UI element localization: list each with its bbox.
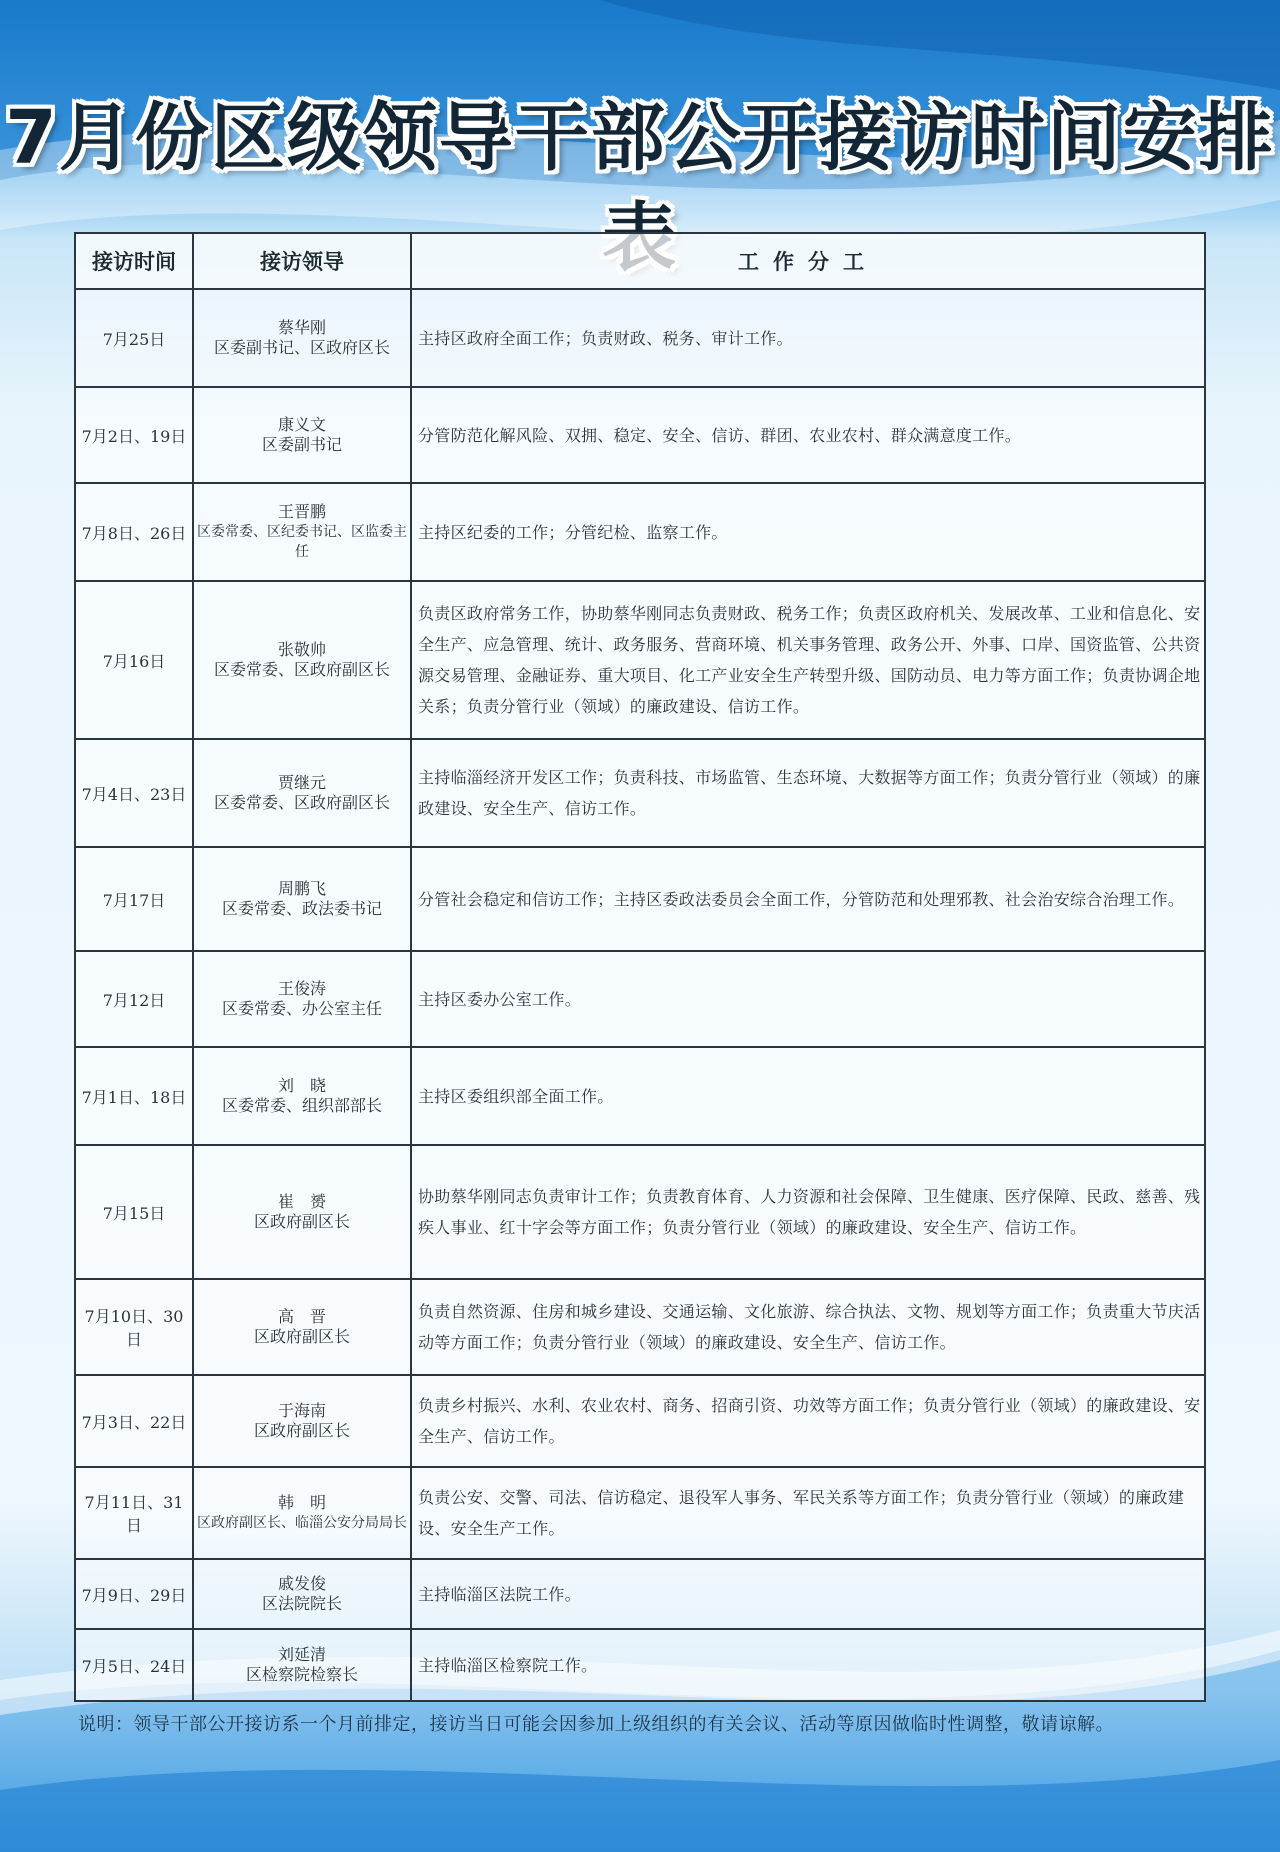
leader-cell [193,847,411,951]
table-row [75,1559,1205,1629]
leader-position: 区委副书记 [261,435,342,454]
work-duties: 分管防范化解风险、双拥、稳定、安全、信访、群团、农业农村、群众满意度工作。 [411,387,1205,483]
leader-position: 区委副书记、区政府区长 [213,338,390,357]
table-row [75,1279,1205,1375]
leader-position: 区委常委、组织部部长 [221,1096,382,1115]
work-duties: 负责乡村振兴、水利、农业农村、商务、招商引资、功效等方面工作；负责分管行业（领域）的廉政建设、安全生产、信访工作。 [411,1375,1205,1467]
header-date: 接访时间 [75,233,193,289]
leader-position: 区委常委、区纪委书记、区监委主任 [197,524,407,560]
table-row [75,739,1205,847]
leader-name: 张敬帅 [277,640,326,659]
leader-cell [193,1375,411,1467]
footnote: 说明：领导干部公开接访系一个月前排定，接访当日可能会因参加上级组织的有关会议、活动等原因做临时性调整，敬请谅解。 [78,1714,1114,1735]
visit-date: 7月10日、30日 [75,1279,193,1375]
visit-date: 7月25日 [75,289,193,387]
visit-date: 7月15日 [75,1145,193,1279]
leader-cell [193,739,411,847]
leader-name: 韩 明 [277,1493,326,1512]
leader-cell [193,1467,411,1559]
leader-cell [193,289,411,387]
work-duties: 主持临淄区检察院工作。 [411,1629,1205,1701]
table-row [75,289,1205,387]
leader-name: 刘 晓 [277,1076,326,1095]
work-duties: 主持区委办公室工作。 [411,951,1205,1047]
work-duties: 主持区纪委的工作；分管纪检、监察工作。 [411,483,1205,581]
page-title: 7月份区级领导干部公开接访时间安排 [5,95,1275,181]
table-row [75,483,1205,581]
leader-cell [193,387,411,483]
table-row [75,847,1205,951]
leader-cell [193,1279,411,1375]
leader-position: 区委常委、办公室主任 [221,999,382,1018]
visit-date: 7月17日 [75,847,193,951]
leader-position: 区政府副区长 [253,1421,350,1440]
leader-position: 区检察院检察长 [245,1665,358,1684]
work-duties: 分管社会稳定和信访工作；主持区委政法委员会全面工作，分管防范和处理邪教、社会治安综合治理工作。 [411,847,1205,951]
visit-date: 7月2日、19日 [75,387,193,483]
leader-name: 蔡华刚 [277,318,326,337]
leader-cell [193,1145,411,1279]
work-duties: 负责公安、交警、司法、信访稳定、退役军人事务、军民关系等方面工作；负责分管行业（领域）的廉政建设、安全生产工作。 [411,1467,1205,1559]
leader-position: 区委常委、政法委书记 [221,899,382,918]
leader-name: 贾继元 [277,773,326,792]
table-row [75,951,1205,1047]
leader-name: 于海南 [277,1401,326,1420]
visit-date: 7月4日、23日 [75,739,193,847]
header-leader: 接访领导 [193,233,411,289]
leader-name: 刘延清 [277,1645,326,1664]
table-row [75,1629,1205,1701]
leader-cell [193,483,411,581]
visit-date: 7月12日 [75,951,193,1047]
leader-cell [193,951,411,1047]
leader-cell [193,1629,411,1701]
leader-name: 高 晋 [277,1307,326,1326]
work-duties: 负责区政府常务工作，协助蔡华刚同志负责财政、税务工作；负责区政府机关、发展改革、工业和信息化、安全生产、应急管理、统计、政务服务、营商环境、机关事务管理、政务公开、外事、口岸、国资监管、公共资源交易管理、金融证券、重大项目、化工产业安全生产转型升级、国防动员、电力等方面工作；负责协调企地关系；负责分管行业（领域）的廉政建设、信访工作。 [411,581,1205,739]
leader-name: 王俊涛 [277,979,326,998]
leader-cell [193,581,411,739]
leader-position: 区政府副区长 [253,1212,350,1231]
leader-name: 王晋鹏 [277,502,326,521]
leader-position: 区法院院长 [261,1594,342,1613]
work-duties: 主持区委组织部全面工作。 [411,1047,1205,1145]
visit-date: 7月16日 [75,581,193,739]
table-row [75,581,1205,739]
leader-position: 区政府副区长 [253,1327,350,1346]
table-row [75,1145,1205,1279]
visit-date: 7月5日、24日 [75,1629,193,1701]
table-header-row [75,233,1205,289]
leader-name: 戚发俊 [277,1574,326,1593]
visit-date: 7月1日、18日 [75,1047,193,1145]
work-duties: 主持区政府全面工作；负责财政、税务、审计工作。 [411,289,1205,387]
table-row [75,387,1205,483]
visit-date: 7月9日、29日 [75,1559,193,1629]
table-row [75,1467,1205,1559]
work-duties: 主持临淄经济开发区工作；负责科技、市场监管、生态环境、大数据等方面工作；负责分管行业（领域）的廉政建设、安全生产、信访工作。 [411,739,1205,847]
work-duties: 主持临淄区法院工作。 [411,1559,1205,1629]
leader-name: 崔 赟 [277,1192,326,1211]
schedule-table [74,232,1206,1702]
visit-date: 7月11日、31日 [75,1467,193,1559]
header-work: 工作分工 [411,233,1205,289]
leader-cell [193,1047,411,1145]
leader-name: 周鹏飞 [277,879,326,898]
leader-cell [193,1559,411,1629]
leader-position: 区委常委、区政府副区长 [213,793,390,812]
work-duties: 协助蔡华刚同志负责审计工作；负责教育体育、人力资源和社会保障、卫生健康、医疗保障、民政、慈善、残疾人事业、红十字会等方面工作；负责分管行业（领域）的廉政建设、安全生产、信访工作。 [411,1145,1205,1279]
work-duties: 负责自然资源、住房和城乡建设、交通运输、文化旅游、综合执法、文物、规划等方面工作；负责重大节庆活动等方面工作；负责分管行业（领域）的廉政建设、安全生产、信访工作。 [411,1279,1205,1375]
visit-date: 7月3日、22日 [75,1375,193,1467]
table-row [75,1375,1205,1467]
leader-name: 康义文 [277,415,326,434]
table-row [75,1047,1205,1145]
leader-position: 区委常委、区政府副区长 [213,660,390,679]
leader-position: 区政府副区长、临淄公安分局局长 [197,1515,407,1531]
visit-date: 7月8日、26日 [75,483,193,581]
